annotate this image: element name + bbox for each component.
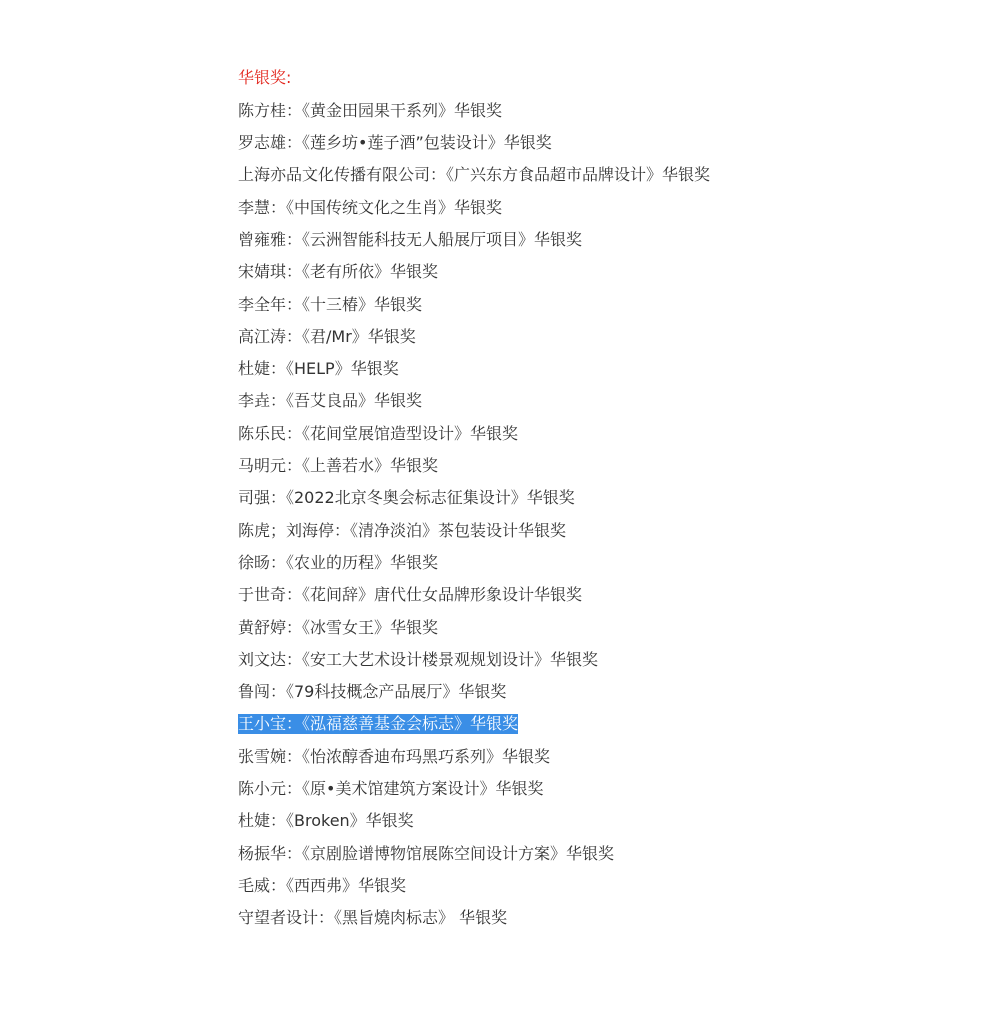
award-entry-text[interactable]: 杜婕：《HELP》华银奖 bbox=[238, 359, 399, 379]
award-entry-text[interactable]: 李全年：《十三椿》华银奖 bbox=[238, 294, 423, 314]
award-entry-text[interactable]: 鲁闯：《79科技概念产品展厅》华银奖 bbox=[238, 682, 507, 702]
award-entry bbox=[238, 805, 958, 837]
award-entry-selected bbox=[238, 708, 958, 740]
award-entry bbox=[238, 127, 958, 159]
award-entry-text[interactable]: 陈方桂：《黄金田园果干系列》华银奖 bbox=[238, 100, 503, 120]
award-entry-text[interactable]: 陈小元：《原•美术馆建筑方案设计》华银奖 bbox=[238, 779, 544, 799]
award-entry bbox=[238, 869, 958, 901]
award-entry-text[interactable]: 陈虎；刘海停：《清净淡泊》茶包装设计华银奖 bbox=[238, 520, 567, 540]
award-entry-text[interactable]: 马明元：《上善若水》华银奖 bbox=[238, 456, 439, 476]
award-entry bbox=[238, 546, 958, 578]
award-entry-text[interactable]: 王小宝：《泓福慈善基金会标志》华银奖 bbox=[238, 714, 519, 734]
award-entry bbox=[238, 256, 958, 288]
award-entry-text[interactable]: 徐旸：《农业的历程》华银奖 bbox=[238, 552, 439, 572]
section-heading: 华银奖: bbox=[238, 68, 292, 87]
award-entry bbox=[238, 450, 958, 482]
award-entry bbox=[238, 837, 958, 869]
award-entry-text[interactable]: 杨振华：《京剧脸谱博物馆展陈空间设计方案》华银奖 bbox=[238, 843, 615, 863]
award-entry bbox=[238, 514, 958, 546]
award-entry bbox=[238, 482, 958, 514]
award-entry bbox=[238, 385, 958, 417]
award-list bbox=[238, 94, 958, 934]
award-entry bbox=[238, 773, 958, 805]
award-entry-text[interactable]: 陈乐民：《花间堂展馆造型设计》华银奖 bbox=[238, 423, 519, 443]
award-entry bbox=[238, 676, 958, 708]
award-entry-text[interactable]: 罗志雄：《莲乡坊•莲子酒”包装设计》华银奖 bbox=[238, 133, 552, 153]
award-entry-text[interactable]: 高江涛：《君/Mr》华银奖 bbox=[238, 326, 416, 346]
award-entry bbox=[238, 740, 958, 772]
article-content bbox=[238, 62, 958, 934]
award-entry-text[interactable]: 守望者设计：《黑旨燒肉标志》 华银奖 bbox=[238, 908, 508, 928]
award-entry-text[interactable]: 张雪婉：《怡浓醇香迪布玛黑巧系列》华银奖 bbox=[238, 746, 551, 766]
award-entry bbox=[238, 223, 958, 255]
award-entry-text[interactable]: 司强：《2022北京冬奥会标志征集设计》华银奖 bbox=[238, 488, 575, 508]
award-entry-text[interactable]: 刘文达：《安工大艺术设计楼景观规划设计》华银奖 bbox=[238, 649, 599, 669]
award-entry bbox=[238, 579, 958, 611]
award-entry bbox=[238, 191, 958, 223]
award-entry-text[interactable]: 上海亦品文化传播有限公司：《广兴东方食品超市品牌设计》华银奖 bbox=[238, 165, 711, 185]
award-entry-text[interactable]: 李慧：《中国传统文化之生肖》华银奖 bbox=[238, 197, 503, 217]
award-entry-text[interactable]: 毛威：《西西弗》华银奖 bbox=[238, 875, 407, 895]
award-entry-text[interactable]: 李垚：《吾艾良品》华银奖 bbox=[238, 391, 423, 411]
award-entry bbox=[238, 643, 958, 675]
award-entry bbox=[238, 417, 958, 449]
award-entry bbox=[238, 159, 958, 191]
award-entry bbox=[238, 94, 958, 126]
award-entry-text[interactable]: 于世奇：《花间辞》唐代仕女品牌形象设计华银奖 bbox=[238, 585, 583, 605]
award-entry-text[interactable]: 杜婕：《Broken》华银奖 bbox=[238, 811, 414, 831]
award-entry-text[interactable]: 宋婧琪：《老有所依》华银奖 bbox=[238, 262, 439, 282]
award-entry bbox=[238, 353, 958, 385]
award-entry-text[interactable]: 曾雍雅：《云洲智能科技无人船展厅项目》华银奖 bbox=[238, 229, 583, 249]
award-entry-text[interactable]: 黄舒婷：《冰雪女王》华银奖 bbox=[238, 617, 439, 637]
award-entry bbox=[238, 902, 958, 934]
award-entry bbox=[238, 320, 958, 352]
award-entry bbox=[238, 288, 958, 320]
award-entry bbox=[238, 611, 958, 643]
